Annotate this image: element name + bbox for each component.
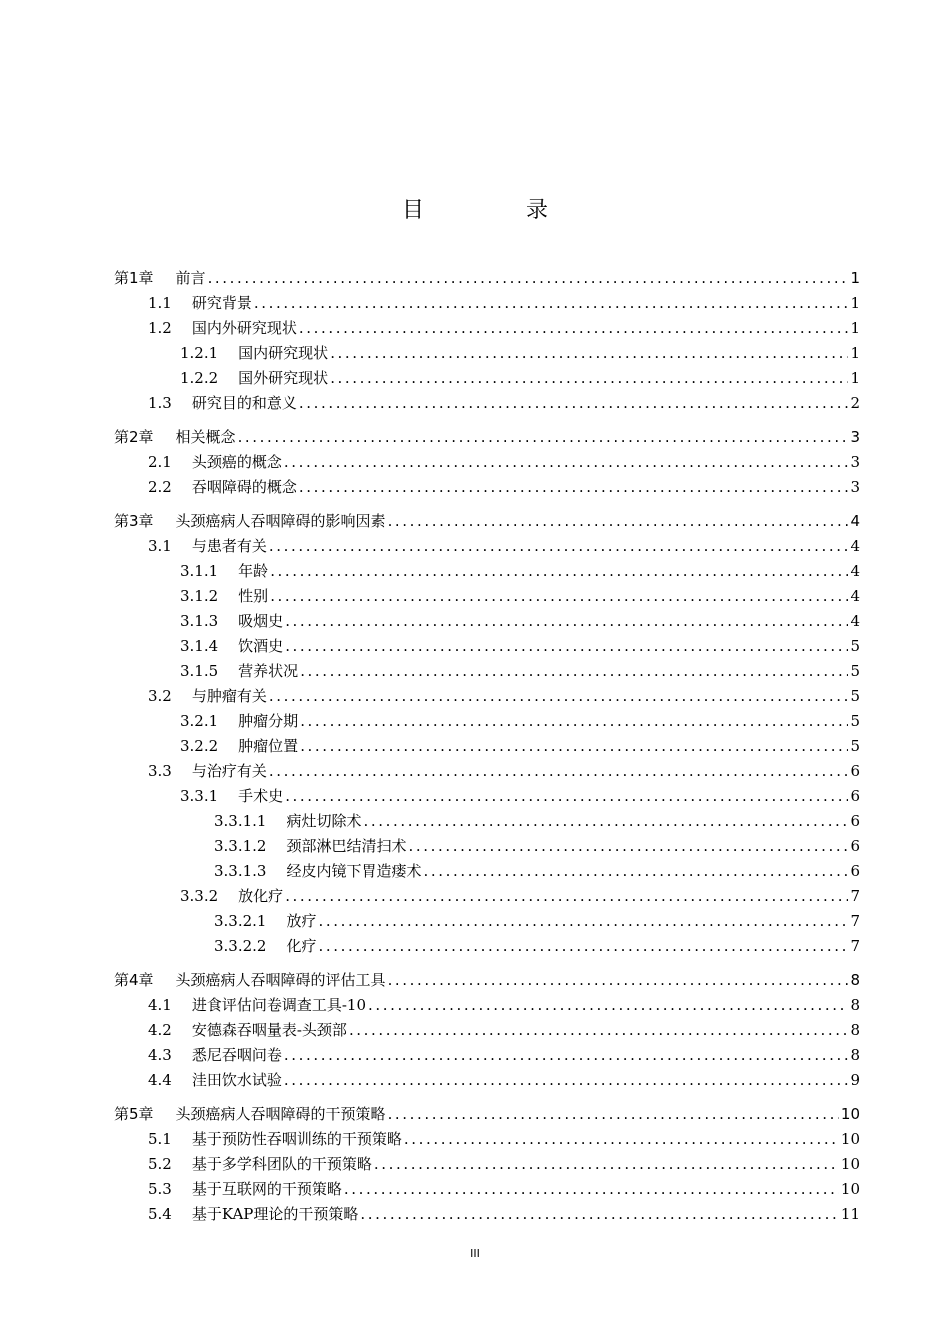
toc-entry-page: 4 [850, 537, 860, 555]
toc-entry-title: 年龄 [238, 562, 269, 580]
toc-entry-page: 1 [850, 294, 860, 312]
dot-leader [208, 266, 848, 291]
toc-entry-number: 3.3.1.1 [214, 812, 267, 830]
toc-entry-page: 7 [850, 912, 860, 930]
toc-entry-number: 3.3.2.2 [214, 937, 267, 955]
dot-leader [299, 475, 848, 500]
dot-leader [388, 509, 848, 534]
toc-section-entry[interactable] [114, 366, 860, 391]
toc-entry-title: 国内研究现状 [238, 344, 329, 362]
toc-section-entry[interactable] [114, 809, 860, 834]
toc-entry-page: 3 [850, 453, 860, 471]
toc-entry-page: 3 [850, 478, 860, 496]
toc-entry-title: 基于多学科团队的干预策略 [191, 1155, 372, 1173]
dot-leader [284, 1068, 848, 1093]
toc-entry-page: 9 [850, 1071, 860, 1089]
toc-entry-number: 第1章 [114, 269, 154, 287]
toc-entry-page: 4 [850, 512, 860, 530]
toc-entry-number: 3.2 [148, 687, 172, 705]
toc-entry-title: 头颈癌病人吞咽障碍的影响因素 [175, 512, 386, 530]
toc-entry-number: 1.1 [148, 294, 172, 312]
toc-entry-number: 2.1 [148, 453, 172, 471]
toc-section-entry[interactable] [114, 609, 860, 634]
toc-section-entry[interactable] [114, 1202, 860, 1227]
toc-entry-number: 1.2 [148, 319, 172, 337]
toc-entry-page: 1 [850, 269, 860, 287]
toc-section-entry[interactable] [114, 993, 860, 1018]
toc-entry-title: 与肿瘤有关 [191, 687, 267, 705]
toc-section-entry[interactable] [114, 909, 860, 934]
toc-entry-page: 10 [840, 1130, 860, 1148]
toc-chapter-entry[interactable] [114, 1102, 860, 1127]
toc-entry-page: 8 [850, 1021, 860, 1039]
toc-entry-page: 6 [850, 812, 860, 830]
toc-entry-number: 5.3 [148, 1180, 172, 1198]
toc-section-entry[interactable] [114, 859, 860, 884]
toc-section-entry[interactable] [114, 709, 860, 734]
toc-entry-number: 2.2 [148, 478, 172, 496]
toc-entry-title: 吸烟史 [238, 612, 284, 630]
toc-entry-number: 3.1.3 [180, 612, 219, 630]
dot-leader [319, 934, 849, 959]
dot-leader [285, 884, 848, 909]
toc-chapter-entry[interactable] [114, 968, 860, 993]
dot-leader [368, 993, 848, 1018]
toc-section-entry[interactable] [114, 341, 860, 366]
dot-leader [254, 291, 848, 316]
toc-entry-number: 3.2.2 [180, 737, 219, 755]
toc-entry-page: 4 [850, 562, 860, 580]
toc-entry-page: 7 [850, 887, 860, 905]
dot-leader [270, 584, 848, 609]
toc-entry-title: 吞咽障碍的概念 [191, 478, 297, 496]
toc-entry-page: 5 [850, 662, 860, 680]
toc-entry-number: 第4章 [114, 971, 154, 989]
dot-leader [285, 609, 848, 634]
toc-entry-title: 国内外研究现状 [191, 319, 297, 337]
dot-leader [269, 684, 848, 709]
toc-entry-number: 3.1.4 [180, 637, 219, 655]
dot-leader [349, 1018, 848, 1043]
dot-leader [404, 1127, 839, 1152]
toc-entry-title: 相关概念 [175, 428, 236, 446]
toc-entry-title: 悉尼吞咽问卷 [191, 1046, 282, 1064]
toc-entry-title: 手术史 [238, 787, 284, 805]
dot-leader [360, 1202, 839, 1227]
toc-section-entry[interactable] [114, 1043, 860, 1068]
toc-section-entry[interactable] [114, 659, 860, 684]
toc-entry-title: 进食评估问卷调查工具-10 [191, 996, 367, 1014]
toc-entry-number: 3.2.1 [180, 712, 219, 730]
toc-section-entry[interactable] [114, 759, 860, 784]
toc-entry-title: 头颈癌的概念 [191, 453, 282, 471]
toc-entry-title: 放化疗 [238, 887, 284, 905]
dot-leader [364, 809, 849, 834]
toc-entry-number: 3.3.2 [180, 887, 219, 905]
toc-entry-number: 3.3.1.3 [214, 862, 267, 880]
toc-section-entry[interactable] [114, 475, 860, 500]
toc-entry-page: 1 [850, 319, 860, 337]
toc-entry-page: 8 [850, 1046, 860, 1064]
toc-chapter-entry[interactable] [114, 425, 860, 450]
toc-entry-page: 6 [850, 862, 860, 880]
toc-entry-title: 基于KAP理论的干预策略 [191, 1205, 359, 1223]
toc-section-entry[interactable] [114, 1152, 860, 1177]
toc-entry-page: 6 [850, 762, 860, 780]
toc-entry-number: 3.3.2.1 [214, 912, 267, 930]
toc-entry-number: 3.1.1 [180, 562, 219, 580]
toc-entry-page: 8 [850, 971, 860, 989]
toc-section-entry[interactable] [114, 316, 860, 341]
toc-entry-number: 3.1.5 [180, 662, 219, 680]
toc-entry-number: 1.3 [148, 394, 172, 412]
dot-leader [300, 659, 848, 684]
dot-leader [285, 784, 848, 809]
dot-leader [299, 316, 848, 341]
toc-entry-title: 头颈癌病人吞咽障碍的干预策略 [175, 1105, 386, 1123]
toc-entry-title: 肿瘤分期 [238, 712, 299, 730]
toc-entry-title: 饮酒史 [238, 637, 284, 655]
toc-entry-page: 1 [850, 344, 860, 362]
toc-entry-page: 2 [850, 394, 860, 412]
toc-entry-number: 4.4 [148, 1071, 172, 1089]
dot-leader [374, 1152, 839, 1177]
toc-entry-page: 6 [850, 837, 860, 855]
page-number: III [470, 1247, 480, 1260]
toc-entry-page: 1 [850, 369, 860, 387]
toc-entry-title: 研究背景 [191, 294, 252, 312]
dot-leader [284, 450, 848, 475]
toc-entry-number: 4.3 [148, 1046, 172, 1064]
dot-leader [424, 859, 849, 884]
toc-section-entry[interactable] [114, 391, 860, 416]
dot-leader [330, 366, 848, 391]
toc-entry-title: 颈部淋巴结清扫术 [286, 837, 407, 855]
dot-leader [269, 759, 848, 784]
toc-entry-page: 10 [840, 1180, 860, 1198]
toc-entry-number: 3.3 [148, 762, 172, 780]
dot-leader [409, 834, 849, 859]
toc-entry-page: 6 [850, 787, 860, 805]
toc-entry-number: 4.2 [148, 1021, 172, 1039]
toc-section-entry[interactable] [114, 584, 860, 609]
toc-section-entry[interactable] [114, 684, 860, 709]
toc-entry-title: 经皮内镜下胃造瘘术 [286, 862, 422, 880]
toc-entry-page: 5 [850, 687, 860, 705]
dot-leader [300, 734, 848, 759]
dot-leader [284, 1043, 848, 1068]
toc-entry-page: 4 [850, 612, 860, 630]
toc-entry-page: 10 [840, 1105, 860, 1123]
toc-entry-page: 11 [840, 1205, 860, 1223]
toc-section-entry[interactable] [114, 784, 860, 809]
toc-entry-title: 前言 [175, 269, 206, 287]
toc-entry-number: 5.4 [148, 1205, 172, 1223]
toc-entry-number: 3.1 [148, 537, 172, 555]
toc-section-entry[interactable] [114, 450, 860, 475]
toc-entry-title: 化疗 [286, 937, 317, 955]
toc-entry-title: 病灶切除术 [286, 812, 362, 830]
dot-leader [238, 425, 848, 450]
toc-entry-title: 研究目的和意义 [191, 394, 297, 412]
toc-entry-number: 第5章 [114, 1105, 154, 1123]
dot-leader [344, 1177, 839, 1202]
toc-entry-number: 5.1 [148, 1130, 172, 1148]
toc-entry-page: 5 [850, 637, 860, 655]
toc-entry-page: 4 [850, 587, 860, 605]
dot-leader [270, 559, 848, 584]
toc-section-entry[interactable] [114, 934, 860, 959]
toc-entry-page: 10 [840, 1155, 860, 1173]
toc-entry-number: 第3章 [114, 512, 154, 530]
toc-entry-number: 1.2.1 [180, 344, 219, 362]
toc-section-entry[interactable] [114, 834, 860, 859]
toc-entry-number: 3.1.2 [180, 587, 219, 605]
toc-entry-title: 营养状况 [238, 662, 299, 680]
toc-section-entry[interactable] [114, 534, 860, 559]
toc-entry-number: 3.3.1 [180, 787, 219, 805]
toc-section-entry[interactable] [114, 884, 860, 909]
toc-section-entry[interactable] [114, 634, 860, 659]
dot-leader [299, 391, 848, 416]
dot-leader [285, 634, 848, 659]
toc-entry-title: 基于预防性吞咽训练的干预策略 [191, 1130, 402, 1148]
toc-title: 目 录 [401, 198, 588, 223]
toc-entry-title: 性别 [238, 587, 269, 605]
toc-entry-title: 肿瘤位置 [238, 737, 299, 755]
toc-entry-number: 第2章 [114, 428, 154, 446]
toc-section-entry[interactable] [114, 1068, 860, 1093]
toc-entry-number: 4.1 [148, 996, 172, 1014]
toc-entry-title: 与治疗有关 [191, 762, 267, 780]
toc-entry-number: 1.2.2 [180, 369, 219, 387]
dot-leader [319, 909, 849, 934]
toc-entry-title: 头颈癌病人吞咽障碍的评估工具 [175, 971, 386, 989]
toc-section-entry[interactable] [114, 559, 860, 584]
toc-entry-page: 7 [850, 937, 860, 955]
toc-entry-page: 5 [850, 712, 860, 730]
toc-entry-number: 3.3.1.2 [214, 837, 267, 855]
dot-leader [388, 1102, 839, 1127]
toc-section-entry[interactable] [114, 1018, 860, 1043]
toc-entry-title: 洼田饮水试验 [191, 1071, 282, 1089]
toc-entry-title: 国外研究现状 [238, 369, 329, 387]
toc-entry-page: 8 [850, 996, 860, 1014]
toc-entry-page: 5 [850, 737, 860, 755]
dot-leader [269, 534, 848, 559]
toc-entry-title: 安德森吞咽量表-头颈部 [191, 1021, 347, 1039]
dot-leader [330, 341, 848, 366]
toc-entry-title: 放疗 [286, 912, 317, 930]
toc-section-entry[interactable] [114, 1177, 860, 1202]
toc-entry-page: 3 [850, 428, 860, 446]
toc-chapter-entry[interactable] [114, 266, 860, 291]
dot-leader [388, 968, 848, 993]
toc-entry-number: 5.2 [148, 1155, 172, 1173]
toc-entry-title: 基于互联网的干预策略 [191, 1180, 342, 1198]
toc-section-entry[interactable] [114, 1127, 860, 1152]
toc-chapter-entry[interactable] [114, 509, 860, 534]
dot-leader [300, 709, 848, 734]
table-of-contents [114, 266, 860, 1227]
toc-section-entry[interactable] [114, 734, 860, 759]
toc-entry-title: 与患者有关 [191, 537, 267, 555]
toc-section-entry[interactable] [114, 291, 860, 316]
